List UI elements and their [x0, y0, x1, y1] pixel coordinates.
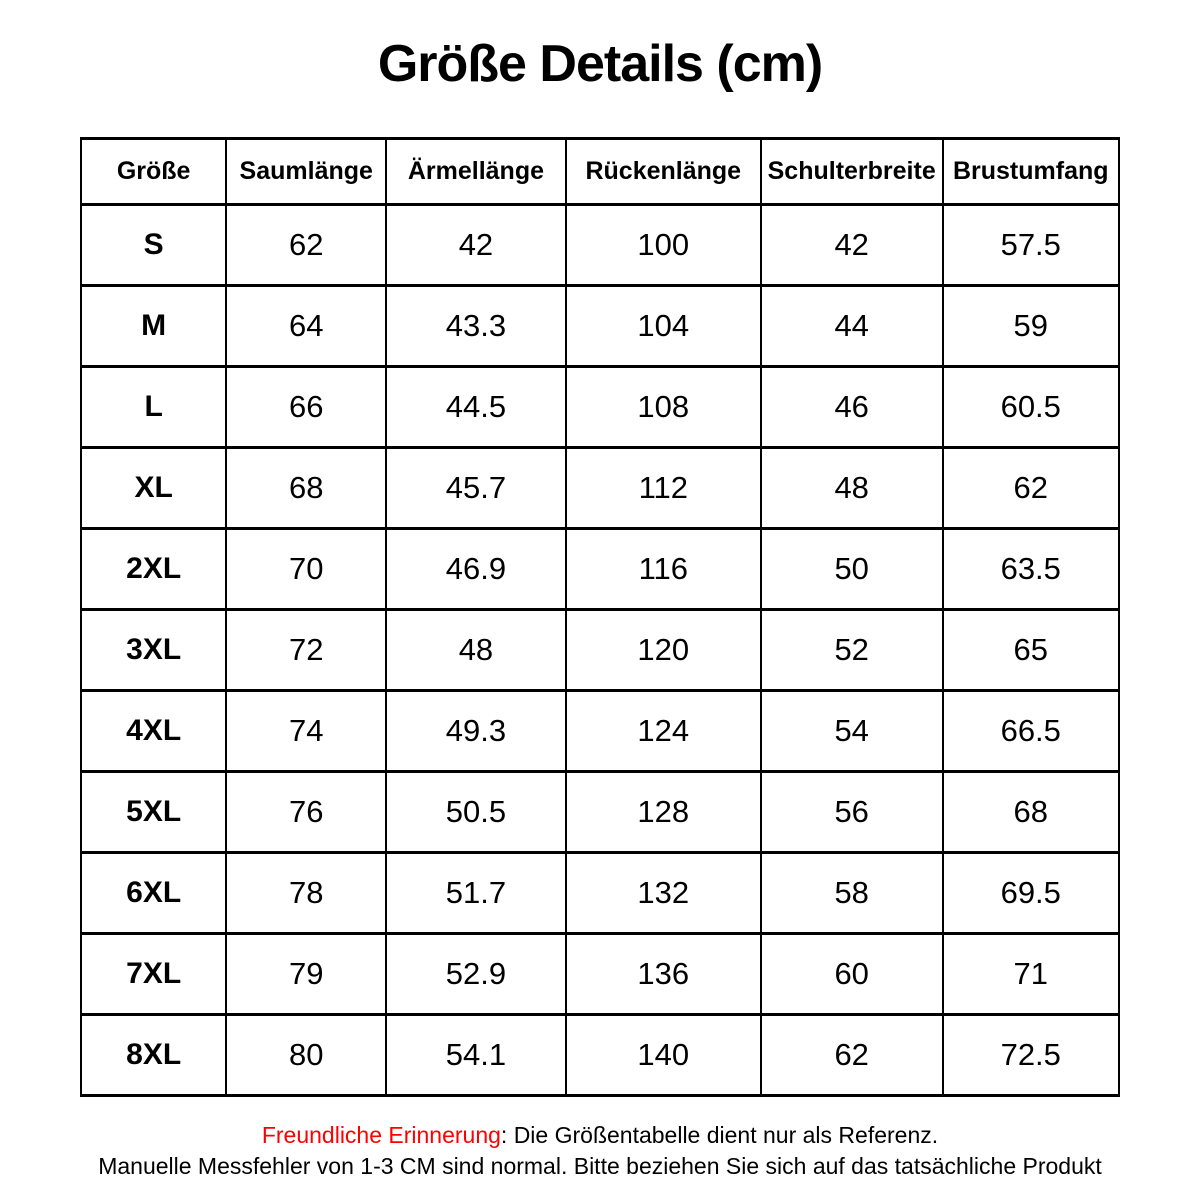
size-cell: 3XL	[81, 610, 226, 691]
value-cell: 42	[386, 205, 566, 286]
reminder-label: Freundliche Erinnerung	[261, 1122, 501, 1148]
value-cell: 100	[566, 205, 761, 286]
column-header-groesse: Größe	[81, 139, 226, 205]
table-row-6xl	[81, 853, 1119, 934]
footer-note	[0, 1120, 1200, 1182]
value-cell: 54	[761, 691, 943, 772]
value-cell: 80	[226, 1015, 386, 1096]
value-cell: 48	[386, 610, 566, 691]
value-cell: 108	[566, 367, 761, 448]
value-cell: 104	[566, 286, 761, 367]
value-cell: 79	[226, 934, 386, 1015]
value-cell: 46.9	[386, 529, 566, 610]
table-row-3xl	[81, 610, 1119, 691]
value-cell: 62	[226, 205, 386, 286]
value-cell: 69.5	[943, 853, 1120, 934]
footer-line1	[0, 1120, 1200, 1151]
value-cell: 68	[943, 772, 1120, 853]
page-title: Größe Details (cm)	[377, 35, 823, 93]
value-cell: 66.5	[943, 691, 1120, 772]
table-row-4xl	[81, 691, 1119, 772]
value-cell: 136	[566, 934, 761, 1015]
value-cell: 65	[943, 610, 1120, 691]
footer-line2: Manuelle Messfehler von 1-3 CM sind normal. Bitte beziehen Sie sich auf das tatsächliche Produkt	[98, 1153, 1102, 1179]
value-cell: 50	[761, 529, 943, 610]
value-cell: 116	[566, 529, 761, 610]
value-cell: 74	[226, 691, 386, 772]
value-cell: 46	[761, 367, 943, 448]
value-cell: 64	[226, 286, 386, 367]
table-row-l	[81, 367, 1119, 448]
value-cell: 70	[226, 529, 386, 610]
table-row-s	[81, 205, 1119, 286]
value-cell: 59	[943, 286, 1120, 367]
value-cell: 60.5	[943, 367, 1120, 448]
column-header-schulterbreite: Schulterbreite	[761, 139, 943, 205]
value-cell: 50.5	[386, 772, 566, 853]
size-cell: 6XL	[81, 853, 226, 934]
value-cell: 63.5	[943, 529, 1120, 610]
value-cell: 52	[761, 610, 943, 691]
value-cell: 132	[566, 853, 761, 934]
value-cell: 62	[761, 1015, 943, 1096]
value-cell: 60	[761, 934, 943, 1015]
table-row-2xl	[81, 529, 1119, 610]
value-cell: 58	[761, 853, 943, 934]
column-header-aermellaenge: Ärmellänge	[386, 139, 566, 205]
value-cell: 112	[566, 448, 761, 529]
value-cell: 120	[566, 610, 761, 691]
value-cell: 62	[943, 448, 1120, 529]
value-cell: 57.5	[943, 205, 1120, 286]
value-cell: 52.9	[386, 934, 566, 1015]
size-chart-table	[80, 137, 1120, 1097]
value-cell: 54.1	[386, 1015, 566, 1096]
size-cell: 7XL	[81, 934, 226, 1015]
value-cell: 124	[566, 691, 761, 772]
size-cell: 4XL	[81, 691, 226, 772]
value-cell: 49.3	[386, 691, 566, 772]
table-row-xl	[81, 448, 1119, 529]
value-cell: 140	[566, 1015, 761, 1096]
size-cell: M	[81, 286, 226, 367]
footer-line1-rest: : Die Größentabelle dient nur als Referenz.	[500, 1122, 939, 1148]
size-cell: 2XL	[81, 529, 226, 610]
size-cell: 8XL	[81, 1015, 226, 1096]
table-row-7xl	[81, 934, 1119, 1015]
size-cell: XL	[81, 448, 226, 529]
column-header-rueckenlaenge: Rückenlänge	[566, 139, 761, 205]
table-row-m	[81, 286, 1119, 367]
value-cell: 51.7	[386, 853, 566, 934]
value-cell: 44	[761, 286, 943, 367]
size-cell: L	[81, 367, 226, 448]
size-cell: S	[81, 205, 226, 286]
value-cell: 56	[761, 772, 943, 853]
table-row-8xl	[81, 1015, 1119, 1096]
value-cell: 71	[943, 934, 1120, 1015]
value-cell: 45.7	[386, 448, 566, 529]
value-cell: 42	[761, 205, 943, 286]
header-row	[81, 139, 1119, 205]
value-cell: 128	[566, 772, 761, 853]
value-cell: 68	[226, 448, 386, 529]
value-cell: 76	[226, 772, 386, 853]
size-cell: 5XL	[81, 772, 226, 853]
column-header-saumlaenge: Saumlänge	[226, 139, 386, 205]
value-cell: 72.5	[943, 1015, 1120, 1096]
value-cell: 72	[226, 610, 386, 691]
value-cell: 43.3	[386, 286, 566, 367]
value-cell: 78	[226, 853, 386, 934]
table-row-5xl	[81, 772, 1119, 853]
value-cell: 48	[761, 448, 943, 529]
column-header-brustumfang: Brustumfang	[943, 139, 1120, 205]
value-cell: 44.5	[386, 367, 566, 448]
value-cell: 66	[226, 367, 386, 448]
